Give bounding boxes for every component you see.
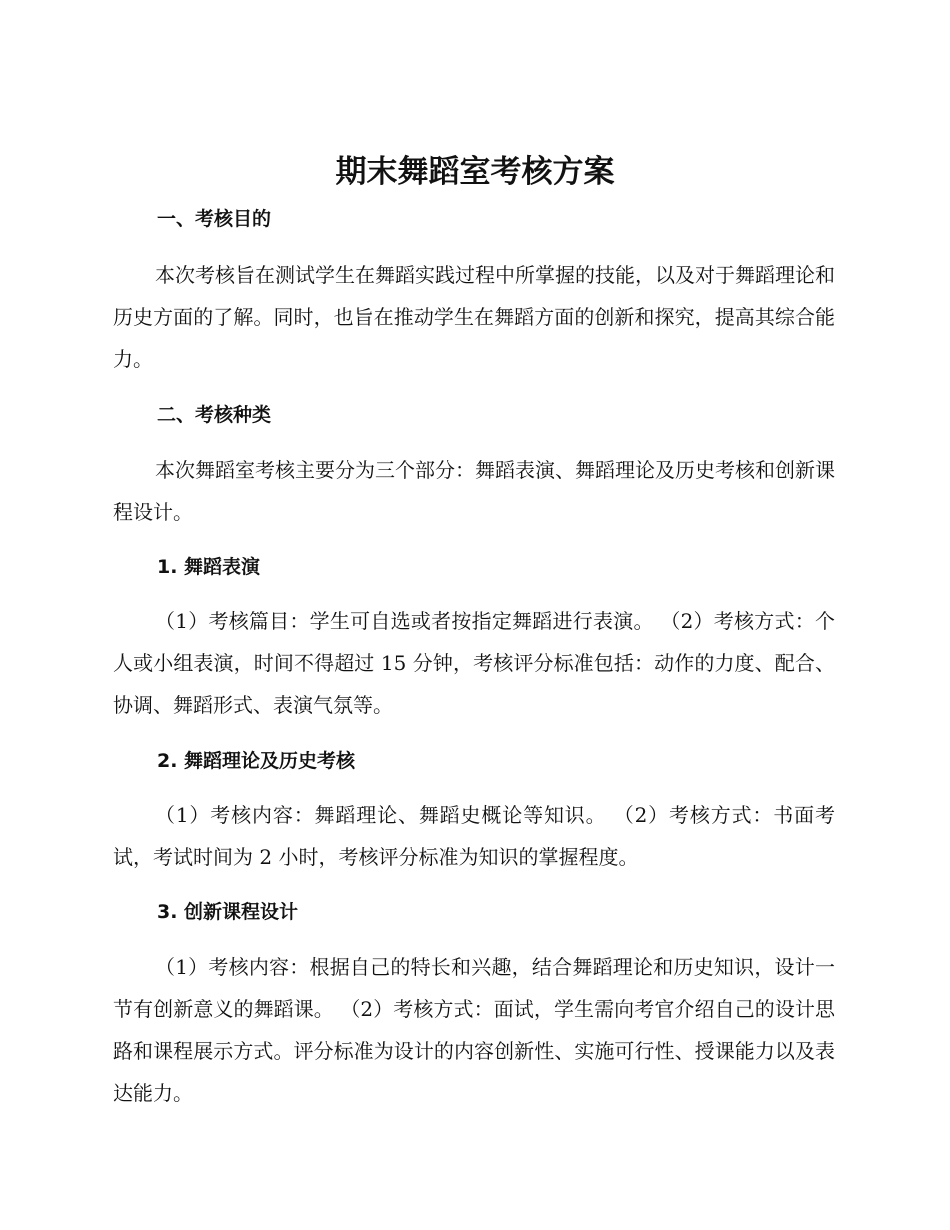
section-heading-purpose: 一、考核目的 <box>157 208 272 230</box>
subsection-heading-performance: 1. 舞蹈表演 <box>157 556 261 578</box>
section-paragraph-purpose: 本次考核旨在测试学生在舞蹈实践过程中所掌握的技能，以及对于舞蹈理论和历史方面的了解。同时，也旨在推动学生在舞蹈方面的创新和探究，提高其综合能力。 <box>113 263 835 371</box>
subsection-heading-theory: 2. 舞蹈理论及历史考核 <box>157 750 356 772</box>
subsection-paragraph-theory: （1）考核内容：舞蹈理论、舞蹈史概论等知识。 （2）考核方式：书面考试，考试时间为 2 小时，考核评分标准为知识的掌握程度。 <box>113 803 835 869</box>
section-paragraph-types: 本次舞蹈室考核主要分为三个部分：舞蹈表演、舞蹈理论及历史考核和创新课程设计。 <box>113 458 835 524</box>
section-heading-types: 二、考核种类 <box>157 404 272 426</box>
subsection-heading-course-design: 3. 创新课程设计 <box>157 901 299 923</box>
document-title: 期末舞蹈室考核方案 <box>335 154 615 190</box>
subsection-paragraph-performance: （1）考核篇目：学生可自选或者按指定舞蹈进行表演。 （2）考核方式：个人或小组表演，时间不得超过 15 分钟，考核评分标准包括：动作的力度、配合、协调、舞蹈形式、表演气氛等。 <box>113 609 835 717</box>
subsection-paragraph-course-design: （1）考核内容：根据自己的特长和兴趣，结合舞蹈理论和历史知识，设计一节有创新意义的舞蹈课。 （2）考核方式：面试，学生需向考官介绍自己的设计思路和课程展示方式。评分标准为设计的内容创新性、实施可行性、授课能力以及表达能力。 <box>113 955 835 1105</box>
